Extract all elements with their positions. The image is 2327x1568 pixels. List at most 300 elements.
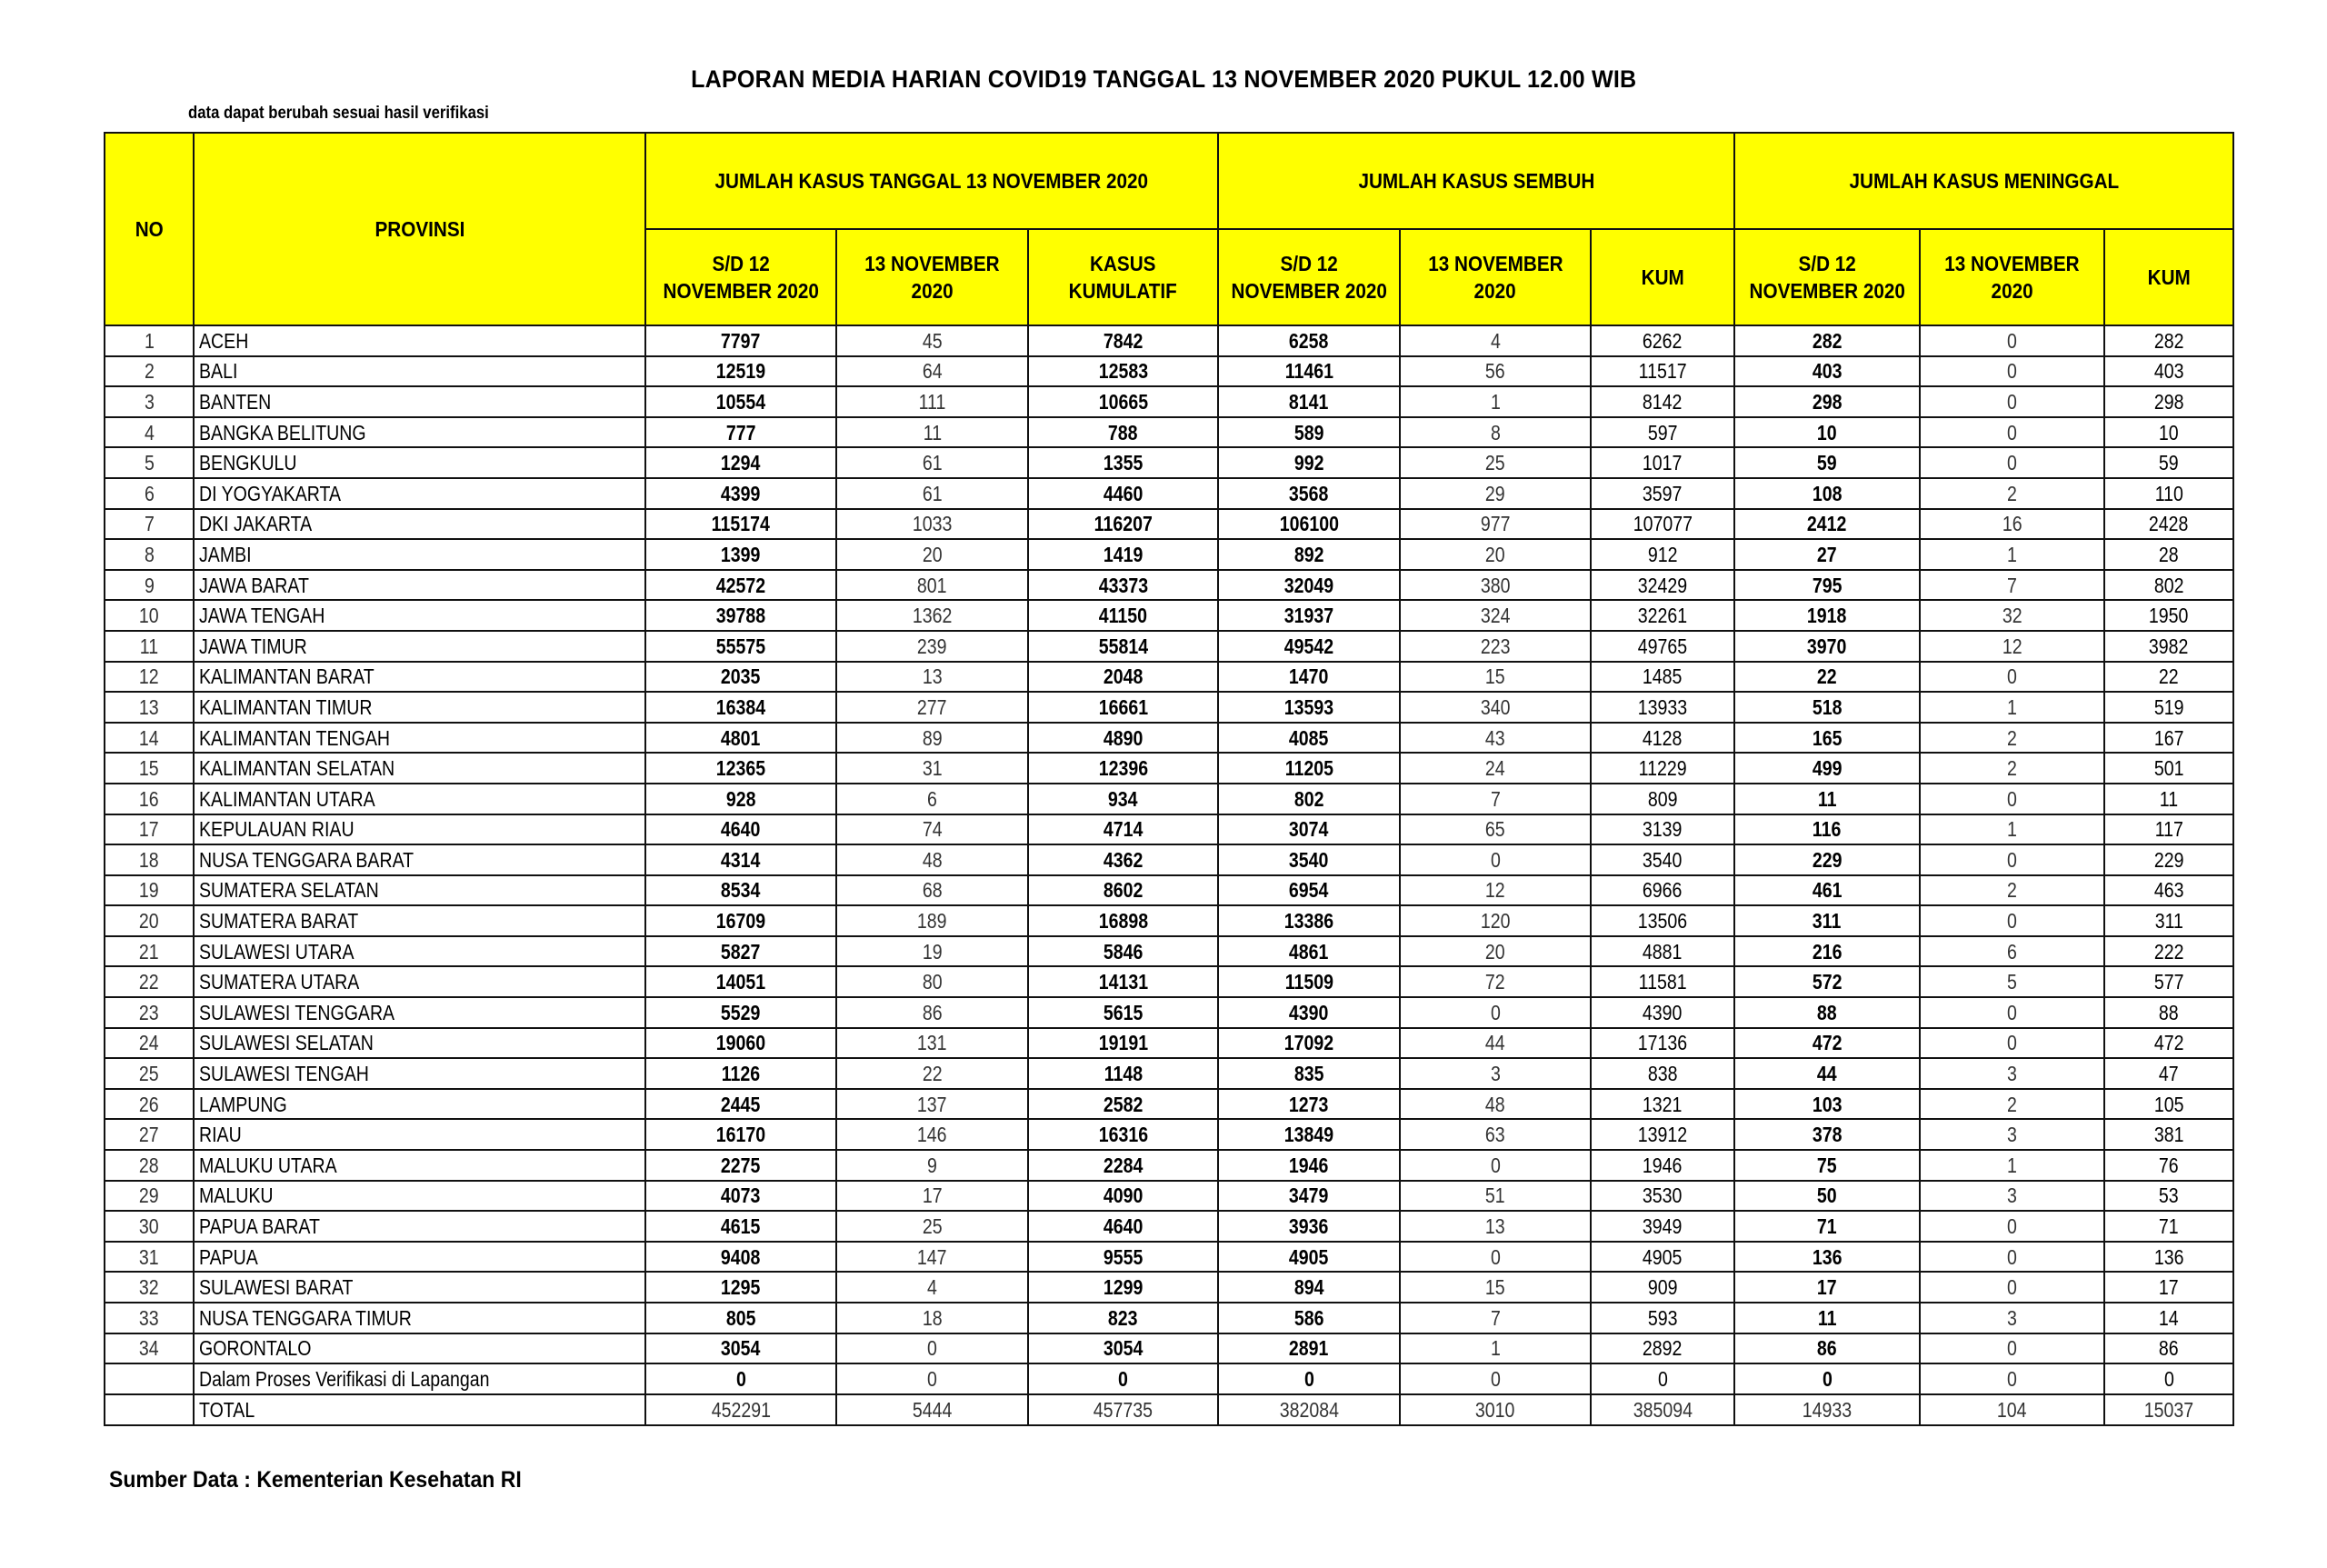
cell-provinsi: MALUKU — [194, 1181, 645, 1212]
cell-provinsi: LAMPUNG — [194, 1089, 645, 1120]
cell-no: 34 — [105, 1333, 194, 1364]
cell-value: 17092 — [1218, 1028, 1400, 1059]
cell-value: 1 — [1920, 814, 2104, 845]
cell-value: 4362 — [1028, 844, 1218, 875]
cell-value: 8141 — [1218, 386, 1400, 417]
cell-value: 12 — [1920, 631, 2104, 662]
cell-no: 27 — [105, 1119, 194, 1150]
cell-value: 165 — [1734, 723, 1920, 754]
cell-value: 20 — [1400, 936, 1591, 967]
subheader-meninggal-1: 13 NOVEMBER 2020 — [1920, 229, 2104, 325]
cell-value: 2275 — [645, 1150, 836, 1181]
cell-provinsi: KALIMANTAN UTARA — [194, 784, 645, 814]
cell-value: 0 — [836, 1333, 1028, 1364]
cell-value: 777 — [645, 417, 836, 448]
cell-value: 1295 — [645, 1272, 836, 1303]
cell-value: 2 — [1920, 1089, 2104, 1120]
cell-value: 3982 — [2104, 631, 2233, 662]
cell-value: 452291 — [645, 1394, 836, 1425]
cell-provinsi: GORONTALO — [194, 1333, 645, 1364]
table-row — [105, 1333, 2233, 1364]
cell-value: 63 — [1400, 1119, 1591, 1150]
cell-value: 71 — [2104, 1211, 2233, 1242]
cell-value: 589 — [1218, 417, 1400, 448]
cell-value: 189 — [836, 905, 1028, 936]
cell-value: 912 — [1591, 539, 1734, 570]
cell-no: 14 — [105, 723, 194, 754]
cell-value: 324 — [1400, 600, 1591, 631]
cell-no: 24 — [105, 1028, 194, 1059]
cell-value: 61 — [836, 478, 1028, 509]
cell-value: 802 — [2104, 570, 2233, 601]
cell-value: 4905 — [1218, 1242, 1400, 1273]
cell-value: 11517 — [1591, 356, 1734, 387]
cell-value: 44 — [1400, 1028, 1591, 1059]
table-row — [105, 692, 2233, 723]
cell-no: 4 — [105, 417, 194, 448]
cell-provinsi: ACEH — [194, 325, 645, 356]
cell-value: 0 — [1920, 1211, 2104, 1242]
cell-value: 4090 — [1028, 1181, 1218, 1212]
cell-no: 22 — [105, 966, 194, 997]
cell-provinsi: KALIMANTAN SELATAN — [194, 753, 645, 784]
cell-no: 1 — [105, 325, 194, 356]
cell-provinsi: BANTEN — [194, 386, 645, 417]
subheader-sembuh-0: S/D 12 NOVEMBER 2020 — [1218, 229, 1400, 325]
subheader-meninggal-2: KUM — [2104, 229, 2233, 325]
cell-provinsi: SULAWESI TENGAH — [194, 1058, 645, 1089]
cell-provinsi: NUSA TENGGARA BARAT — [194, 844, 645, 875]
cell-value: 76 — [2104, 1150, 2233, 1181]
cell-value: 1 — [1920, 539, 2104, 570]
cell-provinsi: SUMATERA SELATAN — [194, 875, 645, 906]
cell-value: 49765 — [1591, 631, 1734, 662]
cell-value: 0 — [1591, 1363, 1734, 1394]
cell-value: 8 — [1400, 417, 1591, 448]
cell-value: 3139 — [1591, 814, 1734, 845]
cell-value: 16898 — [1028, 905, 1218, 936]
cell-value: 1419 — [1028, 539, 1218, 570]
cell-provinsi: JAWA BARAT — [194, 570, 645, 601]
cell-value: 461 — [1734, 875, 1920, 906]
cell-value: 3540 — [1591, 844, 1734, 875]
cell-value: 3 — [1920, 1058, 2104, 1089]
report-title: LAPORAN MEDIA HARIAN COVID19 TANGGAL 13 NOVEMBER 2020 PUKUL 12.00 WIB — [690, 65, 1637, 93]
cell-value: 11509 — [1218, 966, 1400, 997]
cell-no: 21 — [105, 936, 194, 967]
table-row — [105, 447, 2233, 478]
cell-provinsi: RIAU — [194, 1119, 645, 1150]
cell-value: 795 — [1734, 570, 1920, 601]
cell-value: 801 — [836, 570, 1028, 601]
cell-no: 23 — [105, 997, 194, 1028]
cell-no: 13 — [105, 692, 194, 723]
cell-value: 10 — [2104, 417, 2233, 448]
cell-value: 7797 — [645, 325, 836, 356]
cell-value: 12 — [1400, 875, 1591, 906]
cell-no: 10 — [105, 600, 194, 631]
cell-value: 116207 — [1028, 509, 1218, 540]
cell-value: 298 — [2104, 386, 2233, 417]
cell-value: 0 — [1920, 1028, 2104, 1059]
cell-value: 11 — [1734, 1303, 1920, 1333]
cell-value: 53 — [2104, 1181, 2233, 1212]
cell-provinsi: NUSA TENGGARA TIMUR — [194, 1303, 645, 1333]
cell-value: 3 — [1920, 1303, 2104, 1333]
cell-value: 48 — [1400, 1089, 1591, 1120]
cell-value: 16709 — [645, 905, 836, 936]
cell-provinsi: SULAWESI TENGGARA — [194, 997, 645, 1028]
cell-provinsi: JAWA TENGAH — [194, 600, 645, 631]
cell-value: 4 — [836, 1272, 1028, 1303]
cell-value: 934 — [1028, 784, 1218, 814]
cell-value: 59 — [1734, 447, 1920, 478]
cell-value: 5846 — [1028, 936, 1218, 967]
cell-no — [105, 1394, 194, 1425]
cell-value: 105 — [2104, 1089, 2233, 1120]
cell-provinsi: KALIMANTAN BARAT — [194, 662, 645, 693]
cell-value: 381 — [2104, 1119, 2233, 1150]
cell-provinsi: PAPUA BARAT — [194, 1211, 645, 1242]
cell-value: 2892 — [1591, 1333, 1734, 1364]
cell-value: 1485 — [1591, 662, 1734, 693]
cell-provinsi: BALI — [194, 356, 645, 387]
cell-value: 0 — [1920, 997, 2104, 1028]
cell-value: 11581 — [1591, 966, 1734, 997]
cell-value: 19 — [836, 936, 1028, 967]
cell-value: 4905 — [1591, 1242, 1734, 1273]
cell-value: 5 — [1920, 966, 2104, 997]
table-row — [105, 997, 2233, 1028]
cell-no: 17 — [105, 814, 194, 845]
cell-value: 27 — [1734, 539, 1920, 570]
cell-no: 20 — [105, 905, 194, 936]
cell-value: 4085 — [1218, 723, 1400, 754]
cell-value: 0 — [1920, 386, 2104, 417]
cell-value: 55575 — [645, 631, 836, 662]
cell-provinsi: TOTAL — [194, 1394, 645, 1425]
cell-value: 223 — [1400, 631, 1591, 662]
cell-value: 0 — [1734, 1363, 1920, 1394]
cell-no: 19 — [105, 875, 194, 906]
cell-value: 17 — [836, 1181, 1028, 1212]
cell-value: 385094 — [1591, 1394, 1734, 1425]
cell-value: 17136 — [1591, 1028, 1734, 1059]
cell-value: 136 — [1734, 1242, 1920, 1273]
cell-value: 311 — [2104, 905, 2233, 936]
cell-value: 3568 — [1218, 478, 1400, 509]
cell-value: 1017 — [1591, 447, 1734, 478]
cell-value: 86 — [2104, 1333, 2233, 1364]
cell-value: 4390 — [1218, 997, 1400, 1028]
cell-value: 51 — [1400, 1181, 1591, 1212]
cell-no: 9 — [105, 570, 194, 601]
cell-value: 788 — [1028, 417, 1218, 448]
cell-value: 0 — [645, 1363, 836, 1394]
cell-value: 4801 — [645, 723, 836, 754]
table-row — [105, 509, 2233, 540]
cell-value: 0 — [1920, 1333, 2104, 1364]
cell-value: 2891 — [1218, 1333, 1400, 1364]
header-group-meninggal: JUMLAH KASUS MENINGGAL — [1734, 133, 2233, 229]
cell-value: 1 — [1920, 692, 2104, 723]
table-row — [105, 1150, 2233, 1181]
cell-provinsi: Dalam Proses Verifikasi di Lapangan — [194, 1363, 645, 1394]
cell-value: 0 — [1920, 784, 2104, 814]
cell-value: 13933 — [1591, 692, 1734, 723]
cell-value: 1918 — [1734, 600, 1920, 631]
cell-value: 282 — [1734, 325, 1920, 356]
header-no: NO — [105, 133, 194, 325]
cell-value: 15 — [1400, 1272, 1591, 1303]
cell-value: 20 — [836, 539, 1028, 570]
cell-provinsi: SULAWESI SELATAN — [194, 1028, 645, 1059]
cell-value: 88 — [1734, 997, 1920, 1028]
cell-value: 577 — [2104, 966, 2233, 997]
subheader-sembuh-1: 13 NOVEMBER 2020 — [1400, 229, 1591, 325]
cell-value: 1273 — [1218, 1089, 1400, 1120]
cell-value: 0 — [1920, 1363, 2104, 1394]
cell-value: 1321 — [1591, 1089, 1734, 1120]
cell-value: 0 — [1218, 1363, 1400, 1394]
subheader-meninggal-0: S/D 12 NOVEMBER 2020 — [1734, 229, 1920, 325]
cell-value: 239 — [836, 631, 1028, 662]
table-row — [105, 1058, 2233, 1089]
cell-provinsi: DI YOGYAKARTA — [194, 478, 645, 509]
cell-value: 31937 — [1218, 600, 1400, 631]
cell-no: 6 — [105, 478, 194, 509]
cell-value: 382084 — [1218, 1394, 1400, 1425]
cell-value: 3010 — [1400, 1394, 1591, 1425]
cell-value: 4128 — [1591, 723, 1734, 754]
cell-value: 18 — [836, 1303, 1028, 1333]
cell-value: 3936 — [1218, 1211, 1400, 1242]
cell-value: 1470 — [1218, 662, 1400, 693]
table-row — [105, 753, 2233, 784]
cell-value: 146 — [836, 1119, 1028, 1150]
cell-value: 472 — [1734, 1028, 1920, 1059]
table-row — [105, 478, 2233, 509]
cell-value: 74 — [836, 814, 1028, 845]
cell-value: 31 — [836, 753, 1028, 784]
cell-value: 106100 — [1218, 509, 1400, 540]
data-source-note: Sumber Data : Kementerian Kesehatan RI — [109, 1467, 522, 1493]
cell-value: 340 — [1400, 692, 1591, 723]
cell-value: 41150 — [1028, 600, 1218, 631]
cell-value: 809 — [1591, 784, 1734, 814]
cell-value: 13593 — [1218, 692, 1400, 723]
table-body — [105, 325, 2233, 1425]
cell-provinsi: MALUKU UTARA — [194, 1150, 645, 1181]
cell-value: 4861 — [1218, 936, 1400, 967]
cell-value: 7 — [1920, 570, 2104, 601]
cell-value: 13506 — [1591, 905, 1734, 936]
cell-value: 229 — [2104, 844, 2233, 875]
cell-value: 1148 — [1028, 1058, 1218, 1089]
cell-value: 1 — [1400, 1333, 1591, 1364]
cell-provinsi: BENGKULU — [194, 447, 645, 478]
cell-value: 222 — [2104, 936, 2233, 967]
cell-value: 80 — [836, 966, 1028, 997]
cell-value: 12519 — [645, 356, 836, 387]
cell-value: 1946 — [1218, 1150, 1400, 1181]
cell-value: 6262 — [1591, 325, 1734, 356]
cell-value: 0 — [1920, 844, 2104, 875]
cell-value: 39788 — [645, 600, 836, 631]
cell-value: 56 — [1400, 356, 1591, 387]
cell-value: 3479 — [1218, 1181, 1400, 1212]
cell-value: 8142 — [1591, 386, 1734, 417]
cell-value: 59 — [2104, 447, 2233, 478]
cell-value: 518 — [1734, 692, 1920, 723]
table-row — [105, 570, 2233, 601]
table-row — [105, 814, 2233, 845]
cell-value: 131 — [836, 1028, 1028, 1059]
cell-value: 3054 — [645, 1333, 836, 1364]
cell-no: 26 — [105, 1089, 194, 1120]
cell-value: 11 — [836, 417, 1028, 448]
cell-value: 17 — [2104, 1272, 2233, 1303]
cell-value: 7 — [1400, 1303, 1591, 1333]
cell-value: 16384 — [645, 692, 836, 723]
cell-value: 3949 — [1591, 1211, 1734, 1242]
cell-value: 16170 — [645, 1119, 836, 1150]
cell-value: 9 — [836, 1150, 1028, 1181]
cell-value: 0 — [1920, 356, 2104, 387]
cell-no: 25 — [105, 1058, 194, 1089]
cell-value: 22 — [836, 1058, 1028, 1089]
cell-value: 1033 — [836, 509, 1028, 540]
cell-value: 4314 — [645, 844, 836, 875]
cell-value: 3597 — [1591, 478, 1734, 509]
cell-value: 572 — [1734, 966, 1920, 997]
cell-value: 4640 — [645, 814, 836, 845]
cell-value: 5529 — [645, 997, 836, 1028]
cell-value: 0 — [1400, 1363, 1591, 1394]
cell-value: 2 — [1920, 753, 2104, 784]
cell-value: 72 — [1400, 966, 1591, 997]
table-row — [105, 1242, 2233, 1273]
cell-value: 107077 — [1591, 509, 1734, 540]
cell-value: 3054 — [1028, 1333, 1218, 1364]
cell-no: 31 — [105, 1242, 194, 1273]
table-row — [105, 966, 2233, 997]
cell-value: 147 — [836, 1242, 1028, 1273]
cell-value: 120 — [1400, 905, 1591, 936]
cell-no: 7 — [105, 509, 194, 540]
cell-value: 4615 — [645, 1211, 836, 1242]
cell-value: 16661 — [1028, 692, 1218, 723]
cell-value: 103 — [1734, 1089, 1920, 1120]
covid-report-table — [104, 132, 2234, 1426]
table-row-total — [105, 1394, 2233, 1425]
cell-value: 4 — [1400, 325, 1591, 356]
cell-value: 1126 — [645, 1058, 836, 1089]
table-row — [105, 662, 2233, 693]
header-group-sembuh: JUMLAH KASUS SEMBUH — [1218, 133, 1734, 229]
cell-value: 28 — [2104, 539, 2233, 570]
cell-value: 2035 — [645, 662, 836, 693]
cell-value: 1 — [1920, 1150, 2104, 1181]
table-row — [105, 936, 2233, 967]
cell-value: 115174 — [645, 509, 836, 540]
cell-value: 282 — [2104, 325, 2233, 356]
cell-value: 3970 — [1734, 631, 1920, 662]
cell-no: 11 — [105, 631, 194, 662]
cell-value: 0 — [1920, 417, 2104, 448]
cell-value: 4890 — [1028, 723, 1218, 754]
cell-value: 298 — [1734, 386, 1920, 417]
cell-no: 30 — [105, 1211, 194, 1242]
cell-value: 11229 — [1591, 753, 1734, 784]
cell-value: 6 — [836, 784, 1028, 814]
cell-provinsi: SULAWESI BARAT — [194, 1272, 645, 1303]
cell-value: 805 — [645, 1303, 836, 1333]
cell-provinsi: SUMATERA BARAT — [194, 905, 645, 936]
table-row — [105, 1272, 2233, 1303]
table-row — [105, 905, 2233, 936]
table-row — [105, 784, 2233, 814]
cell-value: 2445 — [645, 1089, 836, 1120]
cell-value: 835 — [1218, 1058, 1400, 1089]
table-row — [105, 386, 2233, 417]
cell-value: 2 — [1920, 478, 2104, 509]
cell-value: 4714 — [1028, 814, 1218, 845]
cell-value: 597 — [1591, 417, 1734, 448]
cell-value: 0 — [1400, 844, 1591, 875]
cell-value: 22 — [2104, 662, 2233, 693]
cell-provinsi: SULAWESI UTARA — [194, 936, 645, 967]
subheader-kasus-0: S/D 12 NOVEMBER 2020 — [645, 229, 836, 325]
cell-value: 378 — [1734, 1119, 1920, 1150]
cell-value: 25 — [836, 1211, 1028, 1242]
cell-provinsi: KALIMANTAN TENGAH — [194, 723, 645, 754]
cell-value: 3074 — [1218, 814, 1400, 845]
cell-value: 229 — [1734, 844, 1920, 875]
cell-value: 16316 — [1028, 1119, 1218, 1150]
table-row — [105, 1303, 2233, 1333]
cell-no: 8 — [105, 539, 194, 570]
cell-value: 15 — [1400, 662, 1591, 693]
cell-provinsi: PAPUA — [194, 1242, 645, 1273]
cell-no: 5 — [105, 447, 194, 478]
cell-value: 88 — [2104, 997, 2233, 1028]
cell-value: 13912 — [1591, 1119, 1734, 1150]
table-row — [105, 1181, 2233, 1212]
subheader-kasus-1: 13 NOVEMBER 2020 — [836, 229, 1028, 325]
subheader-kasus-2: KASUS KUMULATIF — [1028, 229, 1218, 325]
cell-provinsi: JAMBI — [194, 539, 645, 570]
cell-value: 32 — [1920, 600, 2104, 631]
cell-value: 117 — [2104, 814, 2233, 845]
cell-value: 1946 — [1591, 1150, 1734, 1181]
cell-value: 0 — [1920, 1272, 2104, 1303]
cell-value: 0 — [1920, 447, 2104, 478]
cell-value: 1294 — [645, 447, 836, 478]
cell-value: 32429 — [1591, 570, 1734, 601]
cell-value: 47 — [2104, 1058, 2233, 1089]
cell-value: 499 — [1734, 753, 1920, 784]
header-group-kasus: JUMLAH KASUS TANGGAL 13 NOVEMBER 2020 — [645, 133, 1218, 229]
cell-provinsi: KEPULAUAN RIAU — [194, 814, 645, 845]
cell-value: 593 — [1591, 1303, 1734, 1333]
cell-value: 894 — [1218, 1272, 1400, 1303]
cell-value: 2284 — [1028, 1150, 1218, 1181]
cell-provinsi: BANGKA BELITUNG — [194, 417, 645, 448]
table-row — [105, 844, 2233, 875]
cell-value: 6258 — [1218, 325, 1400, 356]
cell-no: 32 — [105, 1272, 194, 1303]
